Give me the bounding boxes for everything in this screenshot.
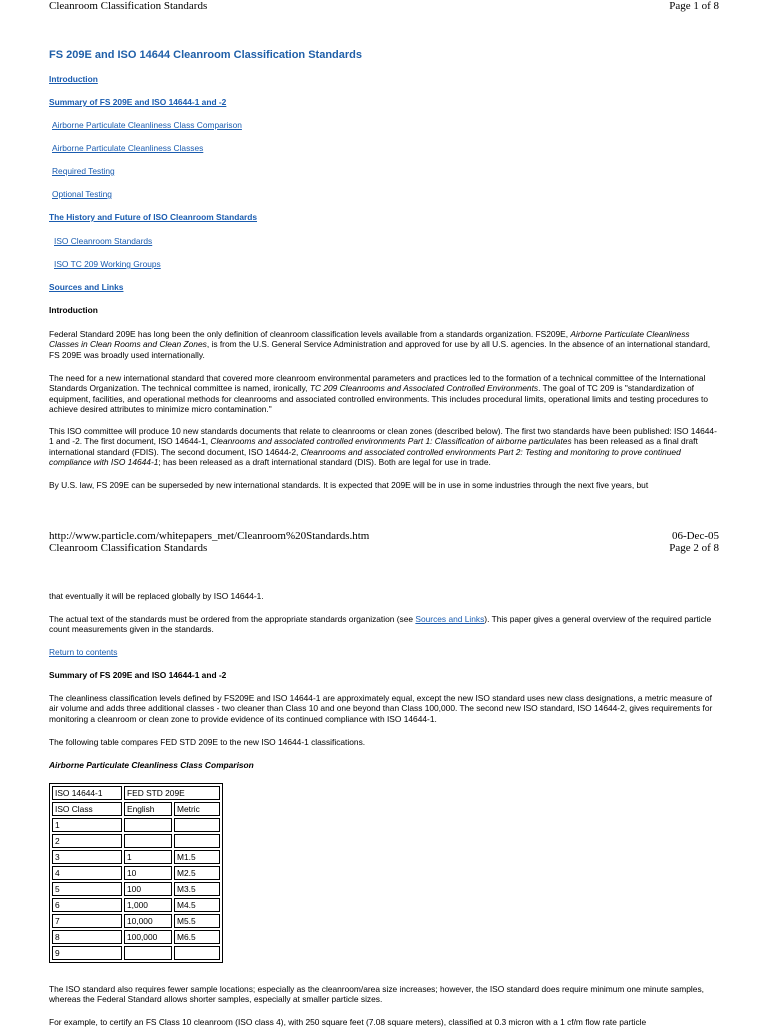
toc-history-link[interactable]: The History and Future of ISO Cleanroom Standards xyxy=(49,212,258,222)
table-header-cell: ISO Class xyxy=(52,802,122,816)
page2-header xyxy=(49,542,719,554)
toc-working-groups-link[interactable]: ISO TC 209 Working Groups xyxy=(54,259,161,269)
toc-iso-standards-link[interactable]: ISO Cleanroom Standards xyxy=(54,236,153,246)
table-cell xyxy=(124,834,172,848)
print-date: 06-Dec-05 xyxy=(671,530,719,542)
table-cell: M4.5 xyxy=(174,898,220,912)
table-row xyxy=(52,882,220,896)
table-cell: 1 xyxy=(124,850,172,864)
table-header-cell: ISO 14644-1 xyxy=(52,786,122,800)
table-header-row xyxy=(52,786,220,800)
table-cell: 8 xyxy=(52,930,122,944)
intro-paragraph-4: By U.S. law, FS 209E can be superseded by new international standards. It is expected that 209E will be in use in some industries through the next five years, but xyxy=(49,480,649,490)
table-row xyxy=(52,914,220,928)
table-cell: 9 xyxy=(52,946,122,960)
table-cell: 10 xyxy=(124,866,172,880)
table-cell xyxy=(174,818,220,832)
toc-required-testing-link[interactable]: Required Testing xyxy=(52,166,115,176)
page1-header-title: Cleanroom Classification Standards xyxy=(49,0,208,12)
table-row xyxy=(52,850,220,864)
page1-page-number: Page 1 of 8 xyxy=(669,0,719,12)
table-cell: 10,000 xyxy=(124,914,172,928)
toc-introduction-link[interactable]: Introduction xyxy=(49,74,98,84)
table-cell: 100 xyxy=(124,882,172,896)
table-cell: 1 xyxy=(52,818,122,832)
table-cell: 6 xyxy=(52,898,122,912)
table-cell: 4 xyxy=(52,866,122,880)
table-row xyxy=(52,818,220,832)
sources-and-links-link[interactable]: Sources and Links xyxy=(415,614,485,624)
table-cell xyxy=(174,946,220,960)
summary-paragraph-0: that eventually it will be replaced globally by ISO 14644-1. xyxy=(49,591,264,601)
table-cell: M1.5 xyxy=(174,850,220,864)
table-cell: M6.5 xyxy=(174,930,220,944)
table-header-cell: English xyxy=(124,802,172,816)
toc-sources-link[interactable]: Sources and Links xyxy=(49,282,124,292)
intro-paragraph-3: This ISO committee will produce 10 new standards documents that relate to cleanrooms or clean zones (described below). The first two standards have been published: ISO 14644-1 and -2. The first document, ISO 14644-1, Cleanrooms and associated controlled environments Part 1: Classification of airborne particulates has been released as a final draft international standard (FDIS). The second document, ISO 14644-2, Cleanrooms and associated controlled environments Part 2: Testing and monitoring to prove continued compliance with ISO 14644-1; has been released as a draft international standard (DIS). Both are legal for use in trade. xyxy=(49,426,717,467)
table-cell: M3.5 xyxy=(174,882,220,896)
toc-class-comparison-link[interactable]: Airborne Particulate Cleanliness Class Comparison xyxy=(52,120,242,130)
page2-page-number: Page 2 of 8 xyxy=(669,542,719,554)
table-cell: 5 xyxy=(52,882,122,896)
table-row xyxy=(52,834,220,848)
document-title: FS 209E and ISO 14644 Cleanroom Classification Standards xyxy=(49,49,363,61)
table-header-cell: Metric xyxy=(174,802,220,816)
intro-paragraph-2: The need for a new international standard that covered more cleanroom environmental parameters and practices led to the formation of a technical committee of the International Standards Organization. The technical committee is named, ironically, TC 209 Cleanrooms and Associated Controlled Environments. The goal of TC 209 is "standardization of equipment, facilities, and operational methods for cleanrooms and associated controlled environments. This includes procedural limits, operational limits and testing procedures to achieve desired attributes to minimize micro contamination." xyxy=(49,373,709,414)
introduction-heading: Introduction xyxy=(49,305,98,315)
example-paragraph: For example, to certify an FS Class 10 cleanroom (ISO class 4), with 250 square feet (7.08 square meters), classified at 0.3 micron with a 1 cf/m flow rate particle xyxy=(49,1017,647,1027)
sampling-paragraph: The ISO standard also requires fewer sample locations; especially as the cleanroom/area size increases; however, the ISO standard does require minimum one minute samples, whereas the Federal Standard allows shorter samples, especially at smaller particle sizes. xyxy=(49,984,704,1005)
table-cell: 3 xyxy=(52,850,122,864)
table-row xyxy=(52,866,220,880)
page1-header xyxy=(49,0,719,12)
toc-summary-link[interactable]: Summary of FS 209E and ISO 14644-1 and -2 xyxy=(49,97,227,107)
table-cell xyxy=(124,946,172,960)
summary-heading: Summary of FS 209E and ISO 14644-1 and -2 xyxy=(49,670,227,680)
table-cell xyxy=(174,834,220,848)
toc-cleanliness-classes-link[interactable]: Airborne Particulate Cleanliness Classes xyxy=(52,143,204,153)
page1-footer xyxy=(49,530,719,542)
source-url: http://www.particle.com/whitepapers_met/Cleanroom%20Standards.htm xyxy=(49,530,370,542)
summary-paragraph-1: The actual text of the standards must be ordered from the appropriate standards organization (see Sources and Links). This paper gives a general overview of the required particle count measurements given in the standards. xyxy=(49,614,712,635)
toc-optional-testing-link[interactable]: Optional Testing xyxy=(52,189,112,199)
summary-paragraph-3: The following table compares FED STD 209E to the new ISO 14644-1 classifications. xyxy=(49,737,366,747)
class-comparison-table xyxy=(49,783,223,963)
table-row xyxy=(52,898,220,912)
table-cell: M5.5 xyxy=(174,914,220,928)
return-to-contents-link[interactable]: Return to contents xyxy=(49,647,118,657)
table-cell: 1,000 xyxy=(124,898,172,912)
table-cell: M2.5 xyxy=(174,866,220,880)
intro-paragraph-1: Federal Standard 209E has long been the only definition of cleanroom classification levels available from a standards organization. FS209E, Airborne Particulate Cleanliness Classes in Clean Rooms and Clean Zones, is from the U.S. General Service Administration and approved for use by all U.S. agencies. In the absence of an international standard, FS 209E was broadly used internationally. xyxy=(49,329,711,360)
table-cell: 7 xyxy=(52,914,122,928)
table-row xyxy=(52,946,220,960)
summary-paragraph-2: The cleanliness classification levels defined by FS209E and ISO 14644-1 are approximately equal, except the new ISO standard uses new class designations, a metric measure of air volume and adds three additional classes - two cleaner than Class 10 and one beyond than Class 100,000. The second new ISO standard, ISO 14644-2, gives requirements for monitoring a cleanroom or clean zone to provide evidence of its continued compliance with ISO 14644-1. xyxy=(49,693,713,724)
page2-header-title: Cleanroom Classification Standards xyxy=(49,542,208,554)
table-cell: 100,000 xyxy=(124,930,172,944)
table-cell: 2 xyxy=(52,834,122,848)
table-heading: Airborne Particulate Cleanliness Class Comparison xyxy=(49,760,254,770)
table-row xyxy=(52,930,220,944)
table-cell xyxy=(124,818,172,832)
table-subheader-row xyxy=(52,802,220,816)
table-header-cell: FED STD 209E xyxy=(124,786,220,800)
